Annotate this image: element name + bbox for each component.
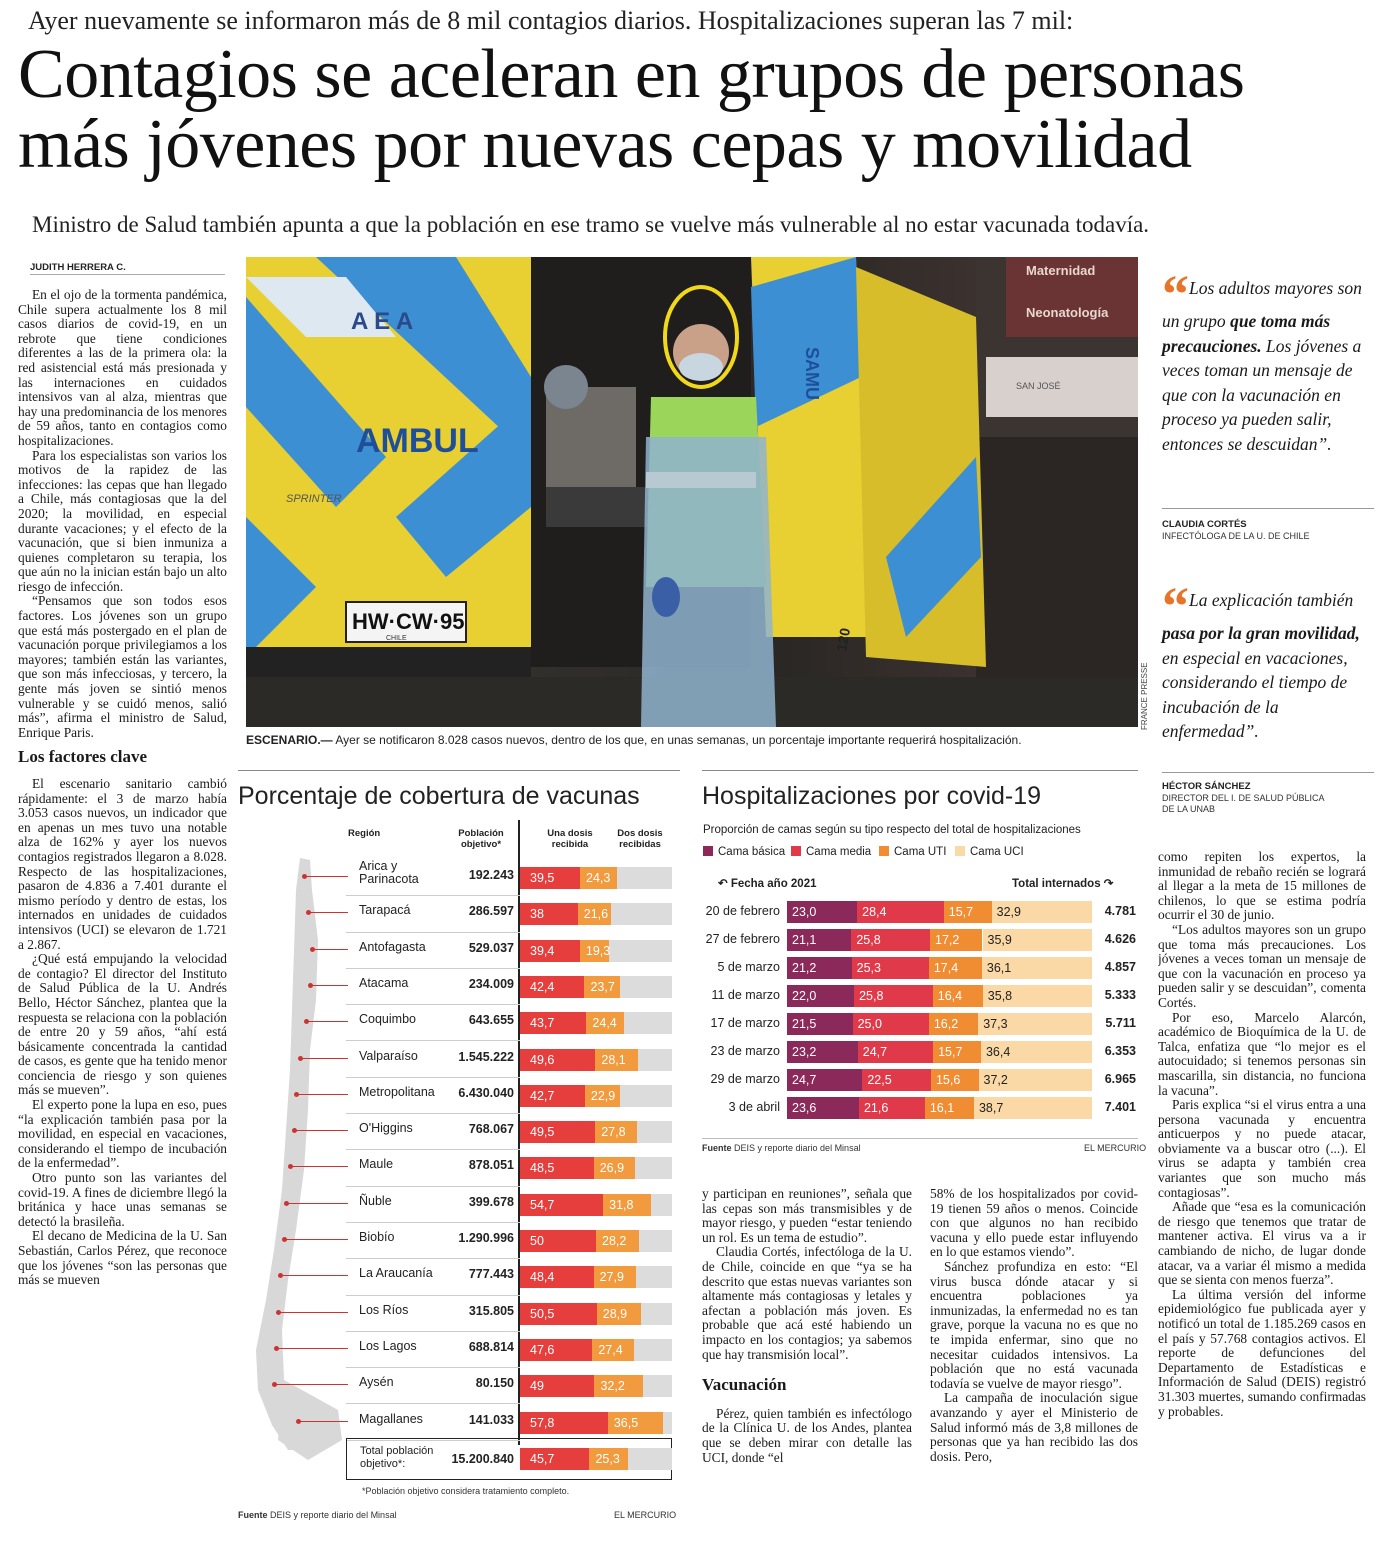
paragraph: como repiten los expertos, la inmunidad de rebaño recién se logrará al llegar a la meta de 15 millones de chilenos, lo que se estima podría ocurrir el 30 de junio. [1158, 850, 1366, 923]
total-value: 5.711 [1105, 1016, 1136, 1030]
region-label: Antofagasta [359, 939, 426, 954]
unit-number: 120 [833, 626, 854, 653]
quote-mark-icon: “ [1162, 576, 1183, 636]
hospital-row [702, 929, 1138, 951]
license-plate: HW·CW·95 [352, 609, 465, 634]
chart-bottom-rule [702, 1138, 1138, 1139]
bar-two-doses: 24,4 [586, 1012, 623, 1034]
article-column-4 [1158, 850, 1366, 1542]
quote-author: HÉCTOR SÁNCHEZ [1162, 781, 1251, 792]
legend-item [955, 846, 1024, 858]
bar-one-dose: 45,7 [520, 1448, 589, 1470]
bar-segment-uci: 32,9 [992, 901, 1092, 923]
quote-text: en especial en vacaciones, considerando el tiempo de incubación de la enfermedad”. [1162, 647, 1348, 742]
article-column-1 [18, 288, 227, 1533]
bar-two-doses: 21,6 [578, 903, 611, 925]
total-value: 6.353 [1104, 1044, 1136, 1058]
stacked-bar [787, 901, 1092, 923]
bar-one-dose: 47,6 [520, 1339, 592, 1361]
bar-two-doses: 19,3 [580, 940, 609, 962]
byline: JUDITH HERRERA C. [30, 262, 126, 273]
region-label: Coquimbo [359, 1012, 416, 1027]
section-heading: Los factores clave [18, 747, 148, 767]
date-header-text: Fecha año 2021 [730, 878, 817, 890]
legend-item [791, 846, 871, 858]
bar-segment-medium: 25,8 [854, 985, 933, 1007]
paragraph: El decano de Medicina de la U. San Sebastián, Carlos Pérez, que reconoce que los jóvenes “son las personas que más se mueven [18, 1228, 227, 1288]
bar-one-dose: 57,8 [520, 1412, 608, 1434]
stacked-bar [787, 929, 1092, 951]
region-population: 192.243 [468, 868, 514, 882]
hospital-row [702, 1041, 1138, 1063]
curve-arrow-icon: ↷ [1100, 878, 1114, 890]
sign-san-jose: SAN JOSÉ [1016, 381, 1061, 391]
publisher-brand: EL MERCURIO [614, 1510, 677, 1520]
bar-one-dose: 49 [520, 1375, 594, 1397]
bar-two-doses: 27,8 [595, 1121, 637, 1143]
bar-two-doses: 31,8 [603, 1194, 651, 1216]
region-population: 286.597 [468, 904, 514, 919]
total-header-text: Total internados [1012, 878, 1101, 890]
total-value: 6.965 [1104, 1072, 1136, 1086]
curve-arrow-icon: ↶ [718, 878, 731, 890]
vaccine-row [238, 1005, 680, 1041]
paragraph: “Pensamos que son todos esos factores. Los jóvenes son un grupo que está más postergado en el plan de vacunación porque privilegiamos a los mayores; también están las variantes, que son más infecciosas, y tercero, la gente más joven se sintió menos vulnerable y se cuidó menos, salió más”, afirma el ministro de Salud, Enrique Paris. [18, 593, 227, 740]
region-label: Valparaíso [359, 1048, 418, 1063]
headline-line-2: más jóvenes por nuevas cepas y movilidad [18, 106, 1192, 183]
legend-item [703, 846, 785, 858]
region-label: Atacama [359, 975, 409, 990]
legend-label: Cama básica [718, 846, 786, 858]
quote-author-role: DIRECTOR DEL I. DE SALUD PÚBLICA [1162, 793, 1325, 803]
map-leader-line [278, 1312, 348, 1313]
legend-label: Cama UTI [894, 846, 947, 858]
column-header-two-doses: Dos dosis recibidas [617, 828, 663, 850]
map-leader-line [296, 1094, 348, 1095]
region-population: 777.443 [468, 1267, 514, 1282]
region-population: 768.067 [468, 1122, 514, 1137]
bar-segment-basic: 21,2 [787, 957, 852, 979]
bar-one-dose: 48,5 [520, 1157, 594, 1179]
map-leader-line [286, 1203, 348, 1204]
bar-segment-uci: 37,2 [979, 1069, 1092, 1091]
hospital-row [702, 1097, 1138, 1119]
vaccine-row [238, 1187, 680, 1223]
bar-one-dose: 50 [520, 1230, 596, 1252]
legend-label: Cama media [806, 846, 872, 858]
bar-two-doses: 26,9 [594, 1157, 635, 1179]
map-leader-line [308, 912, 348, 913]
legend-swatch [955, 846, 965, 856]
bar-segment-uti: 16,4 [933, 985, 983, 1007]
map-leader-line [280, 1275, 348, 1276]
bar-segment-uci: 36,4 [981, 1041, 1092, 1063]
quote-text: La explicación también [1189, 590, 1354, 610]
map-marker-icon [288, 1164, 293, 1169]
paragraph: Pérez, quien también es infectólogo de la Clínica U. de los Andes, plantea que se deben mirar con detalle las UCI, donde “el [702, 1405, 912, 1465]
map-marker-icon [272, 1382, 277, 1387]
legend-swatch [879, 846, 889, 856]
headline-line-1: Contagios se aceleran en grupos de personas [18, 36, 1245, 113]
map-leader-line [294, 1130, 348, 1131]
vaccine-row [238, 1114, 680, 1150]
quote-divider [1162, 772, 1374, 773]
map-leader-line [304, 876, 348, 877]
paragraph: ¿Qué está empujando la velocidad de contagio? El director del Instituto de Salud Pública de la U. Andrés Bello, Héctor Sánchez, plantea que la respuesta se relaciona con la población de entre 20 y 59 años, “ahí está básicamente concentrada la cantidad de casos, es gente que ha tenido menor conciencia de riesgo y son quienes más se mueven”. [18, 951, 227, 1098]
plate-country: CHILE [386, 635, 407, 642]
map-marker-icon [296, 1419, 301, 1424]
legend-item [879, 846, 946, 858]
legend-label: Cama UCI [970, 846, 1024, 858]
bar-one-dose: 48,4 [520, 1266, 594, 1288]
bar-one-dose: 42,4 [520, 976, 584, 998]
bar-segment-uci: 38,7 [974, 1097, 1092, 1119]
stacked-bar [787, 1013, 1092, 1035]
date-label: 23 de marzo [710, 1044, 780, 1058]
sign-neonatologia: Neonatología [1026, 305, 1109, 320]
sign-maternidad: Maternidad [1026, 263, 1096, 278]
paragraph: y participan en reuniones”, señala que las cepas son más transmisibles y de mayor riesgo, y pueden “estar teniendo un rol. Es un tema de estudio”. [702, 1187, 912, 1245]
hospital-row [702, 957, 1138, 979]
sprinter-label: SPRINTER [286, 493, 342, 505]
region-label: O'Higgins [359, 1121, 413, 1136]
paragraph: 58% de los hospitalizados por covid-19 tienen 59 años o menos. Coincide con que algunos no han recibido vacuna y ello puede estar influyendo en lo que estamos viendo”. [930, 1187, 1138, 1260]
total-value: 7.401 [1104, 1100, 1136, 1114]
hospital-row [702, 901, 1138, 923]
vaccine-row [238, 1368, 680, 1404]
region-label: Maule [359, 1157, 394, 1172]
hospital-row [702, 1013, 1138, 1035]
chart-top-rule [238, 770, 680, 771]
map-marker-icon [308, 983, 313, 988]
bar-one-dose: 43,7 [520, 1012, 586, 1034]
region-label: La Araucanía [359, 1266, 433, 1281]
map-marker-icon [278, 1273, 283, 1278]
bar-segment-medium: 25,8 [851, 929, 930, 951]
map-marker-icon [294, 1092, 299, 1097]
region-population: 6.430.040 [458, 1085, 514, 1100]
vaccine-chart-title: Porcentaje de cobertura de vacunas [238, 782, 640, 810]
bar-segment-uci: 36,1 [982, 957, 1092, 979]
map-leader-line [284, 1239, 348, 1240]
bar-segment-medium: 25,3 [852, 957, 929, 979]
map-leader-line [312, 949, 348, 950]
vaccine-row [238, 969, 680, 1005]
paragraph: Otro punto son las variantes del covid-19. A fines de diciembre llegó la británica y hace unas semanas se detectó la brasileña. [18, 1170, 227, 1229]
quote-mark-icon: “ [1162, 264, 1183, 324]
quote-text: Los jóvenes a veces toman un mensaje de que con la vacunación en proceso ya pueden salir, entonces se descuidan”. [1162, 335, 1362, 454]
bar-one-dose: 49,5 [520, 1121, 595, 1143]
paragraph: Para los especialistas son varios los motivos de la rapidez de las infecciones: las cepas que han llegado a Chile, más contagiosas que la del 2020; la movilidad, en especial durante vacaciones; y el efecto de la vacunación, que si bien inmuniza a quienes completaron su terapia, los que aún no la inician están bajo un alto riesgo de infección. [18, 447, 227, 594]
bar-segment-basic: 23,6 [787, 1097, 859, 1119]
kicker: Ayer nuevamente se informaron más de 8 mil contagios diarios. Hospitalizaciones superan las 7 mil: [28, 6, 1074, 35]
date-label: 17 de marzo [710, 1016, 780, 1030]
column-header-one-dose: Una dosis recibida [547, 828, 593, 850]
source-line [238, 1510, 397, 1520]
bar-segment-basic: 24,7 [787, 1069, 862, 1091]
paragraph: El experto pone la lupa en eso, pues “la explicación también pasa por la movilidad, en especial en vacaciones, considerando el tiempo de incubación de la enfermedad”. [18, 1097, 227, 1171]
column-header-population: Población objetivo* [458, 828, 504, 850]
hospital-chart-subtitle: Proporción de camas según su tipo respecto del total de hospitalizaciones [703, 824, 1081, 836]
date-column-header [718, 876, 817, 890]
legend-swatch [703, 846, 713, 856]
map-marker-icon [306, 910, 311, 915]
bar-two-doses: 25,3 [589, 1448, 627, 1470]
bar-two-doses: 27,9 [594, 1266, 636, 1288]
bar-one-dose: 50,5 [520, 1303, 597, 1325]
date-label: 5 de marzo [717, 960, 780, 974]
bar-one-dose: 54,7 [520, 1194, 603, 1216]
vaccine-row [238, 1223, 680, 1259]
ambulance-photo [246, 257, 1138, 727]
bar-segment-uti: 17,2 [930, 929, 982, 951]
photo-credit: FRANCE PRESSE [1140, 662, 1149, 730]
vaccine-row [238, 1259, 680, 1295]
bar-segment-basic: 23,2 [787, 1041, 858, 1063]
total-value: 4.781 [1104, 904, 1136, 918]
region-population: 399.678 [468, 1194, 514, 1209]
source-text: DEIS y reporte diario del Minsal [731, 1143, 861, 1153]
subheadline: Ministro de Salud también apunta a que la población en ese tramo se vuelve más vulnerable al no estar vacunada todavía. [32, 212, 1150, 237]
footnote: *Población objetivo considera tratamiento completo. [362, 1486, 570, 1496]
hospital-row [702, 1069, 1138, 1091]
bar-two-doses: 28,1 [595, 1049, 638, 1071]
paragraph: Claudia Cortés, infectóloga de la U. de Chile, coincide en que “ya se ha descrito que estas nuevas variantes son altamente más contagiosas y letales y afectan a población más joven. Es probable que acá esté habiendo un impacto en los contagios; ya sabemos que hay transmisión local”. [702, 1244, 912, 1362]
map-marker-icon [304, 1019, 309, 1024]
region-label: Arica y Parinacota [359, 859, 419, 886]
map-marker-icon [292, 1128, 297, 1133]
source-text: DEIS y reporte diario del Minsal [267, 1510, 397, 1520]
bar-two-doses: 36,5 [608, 1412, 663, 1434]
paragraph: El escenario sanitario cambió rápidamente: el 3 de marzo había 3.053 casos nuevos, un indicador que en apenas un mes tuvo una notable alza de 162% y ayer los nuevos contagios registrados llegaron a 8.028. Respecto de las hospitalizaciones, pasaron de 4.836 a 7.401 durante el mismo período y dentro de estas, los internados en unidades de cuidados intensivos (UCI) se elevaron de 1.721 a 2.867. [18, 776, 227, 952]
stacked-bar [787, 1041, 1092, 1063]
bar-segment-basic: 21,5 [787, 1013, 853, 1035]
paragraph: La campaña de inoculación sigue avanzando y ayer el Ministerio de Salud informó más de 3,8 millones de personas que ya han recibido las dos dosis. Pero, [930, 1390, 1138, 1464]
paragraph: La última versión del informe epidemiológico fue publicada ayer y notificó un total de 1.185.269 casos en el país y 57.768 contagios activos. El reporte de defunciones del Departamento de Estadísticas e Información de Salud (DEIS) registró 31.303 muertes, sumando confirmadas y probables. [1158, 1286, 1366, 1419]
bar-two-doses: 28,2 [596, 1230, 639, 1252]
bar-segment-uci: 35,8 [983, 985, 1092, 1007]
bar-segment-medium: 24,7 [858, 1041, 933, 1063]
map-marker-icon [282, 1237, 287, 1242]
stacked-bar [787, 985, 1092, 1007]
caption-label: ESCENARIO.— [246, 733, 333, 747]
bar-two-doses: 22,9 [585, 1085, 620, 1107]
quote-emphasis: pasa por la gran movilidad, [1162, 623, 1360, 643]
bar-segment-basic: 22,0 [787, 985, 854, 1007]
region-label: Biobío [359, 1230, 395, 1244]
map-marker-icon [302, 874, 307, 879]
region-population: 234.009 [468, 976, 514, 991]
article-column-2 [702, 1187, 912, 1542]
article-column-3 [930, 1187, 1138, 1542]
map-leader-line [310, 985, 348, 986]
vaccine-chart [238, 820, 680, 1525]
bar-segment-uti: 17,4 [929, 957, 982, 979]
paragraph: Por eso, Marcelo Alarcón, académico de Bioquímica de la U. de Talca, enfatiza que “lo mejor es el autocuidado; si tenemos personas sin mascarilla, sin distancia, no funciona la vacuna”. [1158, 1009, 1366, 1098]
caption-text: Ayer se notificaron 8.028 casos nuevos, dentro de los que, en unas semanas, un porcentaje importante requerirá hospitalización. [332, 733, 1022, 747]
bar-two-doses: 32,2 [594, 1375, 643, 1397]
map-leader-line [300, 1058, 348, 1059]
paragraph: En el ojo de la tormenta pandémica, Chile supera actualmente los 8 mil casos diarios de covid-19, en un rebrote que tiene condiciones diferentes a las de la primera ola: la red asistencial está más presionada y las internaciones en cuidados intensivos van al alza, mientras que hay una predominancia de los menores de 59 años, tanto en contagios como hospitalizaciones. [18, 288, 227, 448]
chart-top-rule [702, 770, 1138, 771]
bar-segment-medium: 25,0 [853, 1013, 929, 1035]
region-population: 141.033 [468, 1412, 514, 1427]
bar-segment-uti: 15,7 [944, 901, 992, 923]
region-label: Metropolitana [359, 1084, 435, 1099]
total-column-header [1012, 876, 1113, 890]
byline-divider [30, 274, 225, 275]
total-value: 5.333 [1104, 988, 1136, 1002]
vaccine-row [238, 860, 680, 896]
vaccine-row [238, 896, 680, 932]
map-marker-icon [274, 1346, 279, 1351]
bar-one-dose: 39,5 [520, 867, 580, 889]
total-population: 15.200.840 [451, 1452, 514, 1466]
bar-segment-medium: 22,5 [862, 1069, 931, 1091]
bar-segment-basic: 23,0 [787, 901, 857, 923]
vaccine-row [238, 1150, 680, 1186]
bar-segment-uti: 15,7 [933, 1041, 981, 1063]
aea-label: A E A [351, 308, 414, 335]
region-label: Los Lagos [359, 1338, 417, 1353]
map-marker-icon [310, 947, 315, 952]
hospital-row [702, 985, 1138, 1007]
vaccine-row [238, 1296, 680, 1332]
ambulance-label: AMBUL [356, 422, 479, 460]
region-population: 643.655 [468, 1013, 514, 1028]
date-label: 11 de marzo [711, 988, 780, 1002]
quote-emphasis: que toma más precauciones. [1162, 311, 1331, 356]
vaccine-row [238, 1405, 680, 1441]
region-label: Magallanes [359, 1411, 423, 1426]
bar-one-dose: 39,4 [520, 940, 580, 962]
pull-quote-sanchez [1162, 576, 1374, 744]
samu-label: SAMU [802, 347, 822, 400]
bar-one-dose: 38 [520, 903, 578, 925]
map-leader-line [290, 1166, 348, 1167]
quote-author-role: INFECTÓLOGA DE LA U. DE CHILE [1162, 531, 1310, 541]
total-bar [520, 1448, 672, 1470]
column-header-region: Región [348, 828, 381, 839]
map-marker-icon [284, 1201, 289, 1206]
region-population: 1.290.996 [458, 1231, 514, 1245]
vaccine-row [238, 933, 680, 969]
bar-segment-uti: 15,6 [931, 1069, 979, 1091]
quote-divider [1162, 508, 1374, 509]
region-population: 80.150 [475, 1376, 514, 1391]
hospital-chart [702, 900, 1138, 1130]
vaccine-row [238, 1332, 680, 1368]
region-label: Los Ríos [359, 1302, 409, 1317]
bar-two-doses: 27,4 [592, 1339, 634, 1361]
pull-quote-cortes [1162, 264, 1374, 457]
publisher-brand: EL MERCURIO [1084, 1143, 1147, 1153]
region-population: 1.545.222 [458, 1049, 514, 1064]
map-marker-icon [276, 1310, 281, 1315]
stacked-bar [787, 1097, 1092, 1119]
hospital-legend [703, 846, 1133, 862]
headline [18, 36, 1388, 183]
bar-one-dose: 49,6 [520, 1049, 595, 1071]
date-label: 29 de marzo [710, 1072, 780, 1086]
bar-segment-uti: 16,1 [925, 1097, 974, 1119]
region-population: 315.805 [468, 1303, 514, 1318]
date-label: 3 de abril [728, 1100, 780, 1114]
quote-author-role: DE LA UNAB [1162, 804, 1216, 814]
total-value: 4.626 [1104, 932, 1136, 946]
paragraph: “Los adultos mayores son un grupo que toma más precauciones. Los jóvenes a veces toman un mensaje de que con la vacunación en proceso ya pueden salir y se descuidan”, comenta Cortés. [1158, 921, 1366, 1010]
map-leader-line [306, 1021, 348, 1022]
quote-author: CLAUDIA CORTÉS [1162, 519, 1247, 530]
source-line [702, 1143, 861, 1153]
vaccine-row [238, 1042, 680, 1078]
bar-segment-basic: 21,1 [787, 929, 851, 951]
bar-segment-medium: 21,6 [859, 1097, 925, 1119]
stacked-bar [787, 1069, 1092, 1091]
map-leader-line [274, 1384, 348, 1385]
legend-swatch [791, 846, 801, 856]
map-marker-icon [298, 1056, 303, 1061]
hospital-chart-title: Hospitalizaciones por covid-19 [702, 782, 1042, 810]
bar-two-doses: 28,9 [597, 1303, 641, 1325]
source-label: Fuente [238, 1510, 268, 1520]
paragraph: Añade que “esa es la comunicación de riesgo que tenemos que tratar de mantener activa. El virus va a ir cambiando de nicho, de lugar donde atacar, va a variar él mismo a medida que se sienta con menos fuerza”. [1158, 1199, 1366, 1288]
region-population: 878.051 [468, 1158, 514, 1173]
bar-two-doses: 23,7 [584, 976, 620, 998]
section-heading: Vacunación [702, 1375, 787, 1395]
bar-segment-medium: 28,4 [857, 901, 944, 923]
bar-one-dose: 42,7 [520, 1085, 585, 1107]
paragraph: Paris explica “si el virus entra a una persona vacunada y encuentra anticuerpos y no puede atacar, obviamente va a buscar otro (...). El virus se adapta y también crea variantes que son mucho más contagiosas”. [1158, 1097, 1366, 1200]
bar-two-doses: 24,3 [580, 867, 617, 889]
bar-segment-uci: 35,9 [983, 929, 1092, 951]
region-population: 529.037 [468, 940, 514, 955]
total-label: Total población objetivo*: [360, 1445, 434, 1470]
map-leader-line [276, 1348, 348, 1349]
quote-text: Los adultos mayores son un grupo [1162, 278, 1362, 331]
region-label: Tarapacá [359, 903, 411, 918]
bar-segment-uci: 37,3 [978, 1013, 1092, 1035]
region-label: Aysén [359, 1375, 394, 1390]
photo-caption [246, 733, 1146, 747]
date-label: 27 de febrero [705, 932, 780, 946]
stacked-bar [787, 957, 1092, 979]
vaccine-row [238, 1078, 680, 1114]
region-population: 688.814 [468, 1339, 514, 1354]
paragraph: Sánchez profundiza en esto: “El virus busca dónde atacar y si encuentra poblaciones ya inmunizadas, la enfermedad no es tan grave, porque la vacuna no es que no te impida enfermar, sino que no necesitar cuidados intensivos. La población que no está vacunada todavía se vuelve de mayor riesgo”. [930, 1258, 1138, 1391]
region-label: Ñuble [359, 1193, 392, 1208]
map-leader-line [298, 1421, 348, 1422]
source-label: Fuente [702, 1143, 732, 1153]
date-label: 20 de febrero [705, 904, 780, 918]
bar-segment-uti: 16,2 [929, 1013, 978, 1035]
total-value: 4.857 [1104, 960, 1136, 974]
